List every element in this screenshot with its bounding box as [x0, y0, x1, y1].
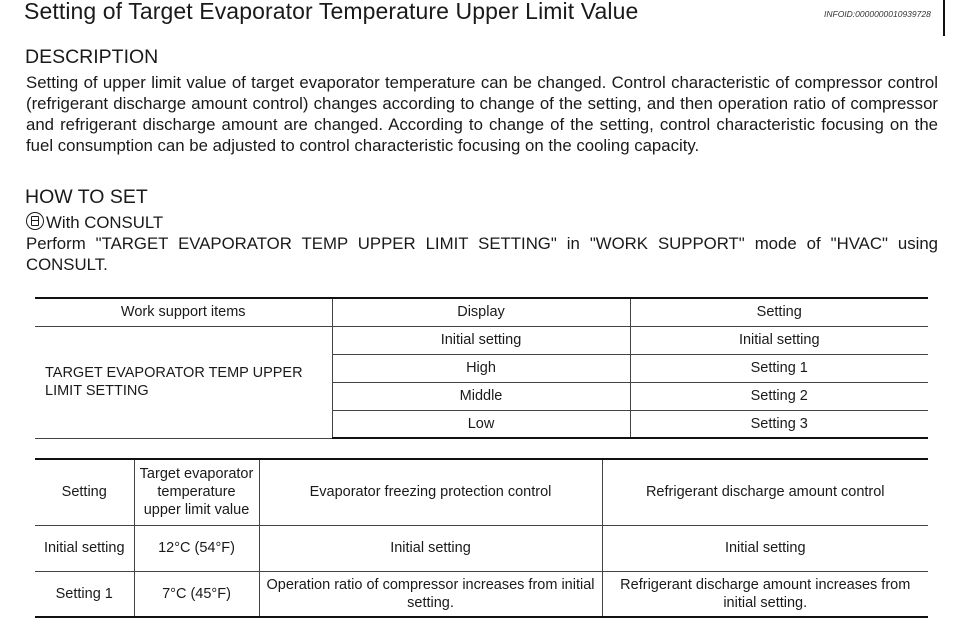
consult-instruction: Perform "TARGET EVAPORATOR TEMP UPPER LIMIT SETTING" in "WORK SUPPORT" mode of "HVAC" using CONSULT.	[26, 234, 938, 274]
info-id: INFOID:0000000010939728	[824, 9, 931, 19]
setting-cell: Setting 3	[630, 410, 928, 438]
consult-icon	[26, 212, 44, 230]
header-freezing-protection: Evaporator freezing protection control	[259, 459, 602, 525]
freezing-cell: Operation ratio of compressor increases from initial setting.	[259, 571, 602, 617]
description-heading: DESCRIPTION	[25, 46, 159, 68]
temp-cell: 7°C (45°F)	[134, 571, 259, 617]
refrigerant-cell: Refrigerant discharge amount increases from initial setting.	[602, 571, 928, 617]
control-characteristic-table	[35, 458, 928, 618]
table-row	[35, 326, 928, 354]
work-support-table	[35, 297, 928, 439]
header-setting: Setting	[630, 298, 928, 326]
freezing-cell: Initial setting	[259, 525, 602, 571]
header-work-support-items: Work support items	[35, 298, 332, 326]
header-refrigerant-discharge: Refrigerant discharge amount control	[602, 459, 928, 525]
how-to-set-heading: HOW TO SET	[25, 186, 148, 208]
setting-cell: Initial setting	[630, 326, 928, 354]
table-row	[35, 525, 928, 571]
table-header-row	[35, 459, 928, 525]
header-display: Display	[332, 298, 630, 326]
display-cell: Middle	[332, 382, 630, 410]
temp-cell: 12°C (54°F)	[134, 525, 259, 571]
setting-cell: Setting 2	[630, 382, 928, 410]
page-title: Setting of Target Evaporator Temperature Upper Limit Value	[24, 0, 639, 24]
display-cell: Initial setting	[332, 326, 630, 354]
setting-cell: Setting 1	[630, 354, 928, 382]
header-target-temp: Target evaporator temperature upper limit value	[134, 459, 259, 525]
setting-cell: Initial setting	[35, 525, 134, 571]
table-header-row	[35, 298, 928, 326]
refrigerant-cell: Initial setting	[602, 525, 928, 571]
header-setting: Setting	[35, 459, 134, 525]
display-cell: High	[332, 354, 630, 382]
work-support-item-name: TARGET EVAPORATOR TEMP UPPER LIMIT SETTING	[35, 326, 332, 438]
consult-method	[26, 212, 163, 233]
display-cell: Low	[332, 410, 630, 438]
consult-label: With CONSULT	[46, 213, 164, 232]
setting-cell: Setting 1	[35, 571, 134, 617]
table-row	[35, 571, 928, 617]
page-edge-line	[943, 0, 945, 36]
description-text: Setting of upper limit value of target evaporator temperature can be changed. Control characteristic of compressor control (refrigerant discharge amount control) changes according to change of the setting, and then operation ratio of compressor and refrigerant discharge amount are changed. According to change of the setting, control characteristic focusing on the fuel consumption can be adjusted to control characteristic focusing on the cooling capacity.	[26, 73, 938, 155]
